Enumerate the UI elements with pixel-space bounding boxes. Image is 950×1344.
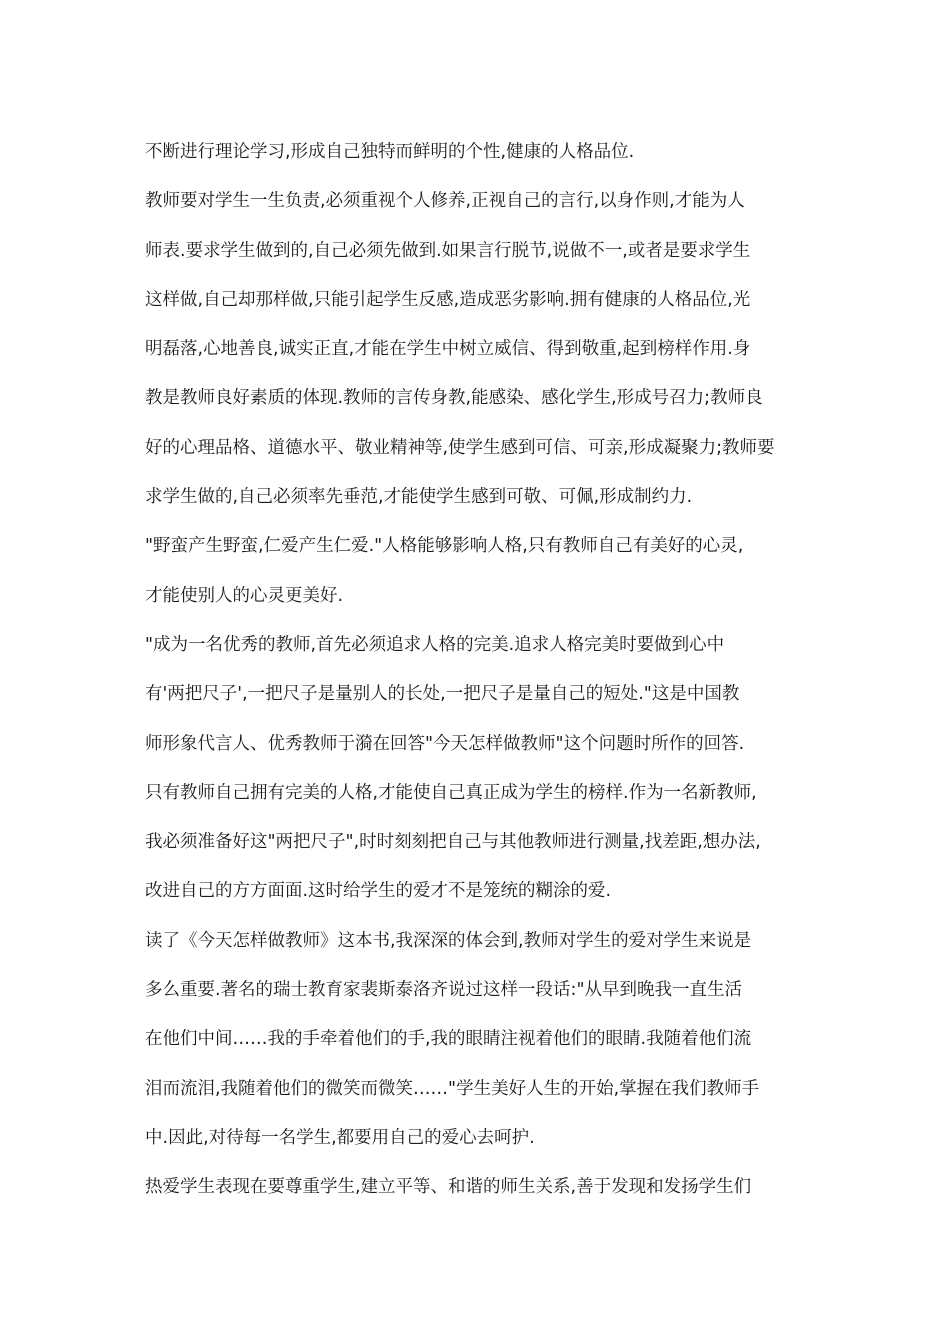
- text-line: 热爱学生表现在要尊重学生,建立平等、和谐的师生关系,善于发现和发扬学生们: [145, 1177, 752, 1198]
- text-line: "野蛮产生野蛮,仁爱产生仁爱."人格能够影响人格,只有教师自己有美好的心灵,: [145, 536, 744, 557]
- text-line: 有'两把尺子',一把尺子是量别人的长处,一把尺子是量自己的短处."这是中国教: [145, 684, 740, 705]
- text-line: 好的心理品格、道德水平、敬业精神等,使学生感到可信、可亲,形成凝聚力;教师要: [145, 437, 775, 458]
- text-line: 多么重要.著名的瑞士教育家裴斯泰洛齐说过这样一段话:"从早到晚我一直生活: [145, 980, 743, 1001]
- text-line: 中.因此,对待每一名学生,都要用自己的爱心去呵护.: [145, 1127, 535, 1148]
- text-line: 泪而流泪,我随着他们的微笑而微笑……"学生美好人生的开始,掌握在我们教师手: [145, 1078, 760, 1099]
- text-line: 这样做,自己却那样做,只能引起学生反感,造成恶劣影响.拥有健康的人格品位,光: [145, 289, 751, 310]
- text-line: 读了《今天怎样做教师》这本书,我深深的体会到,教师对学生的爱对学生来说是: [145, 930, 752, 951]
- text-line: 在他们中间……我的手牵着他们的手,我的眼睛注视着他们的眼睛.我随着他们流: [145, 1029, 752, 1050]
- text-line: 改进自己的方方面面.这时给学生的爱才不是笼统的糊涂的爱.: [145, 881, 612, 902]
- text-line: 教师要对学生一生负责,必须重视个人修养,正视自己的言行,以身作则,才能为人: [145, 191, 745, 212]
- text-line: 不断进行理论学习,形成自己独特而鲜明的个性,健康的人格品位.: [145, 142, 635, 162]
- text-line: 教是教师良好素质的体现.教师的言传身教,能感染、感化学生,形成号召力;教师良: [145, 388, 763, 409]
- text-line: "成为一名优秀的教师,首先必须追求人格的完美.追求人格完美时要做到心中: [145, 634, 725, 655]
- text-line: 我必须准备好这"两把尺子",时时刻刻把自己与其他教师进行测量,找差距,想办法,: [145, 832, 761, 853]
- text-line: 只有教师自己拥有完美的人格,才能使自己真正成为学生的榜样.作为一名新教师,: [145, 782, 757, 803]
- text-line: 求学生做的,自己必须率先垂范,才能使学生感到可敬、可佩,形成制约力.: [145, 487, 693, 508]
- text-line: 才能使别人的心灵更美好.: [145, 585, 344, 606]
- text-line: 师表.要求学生做到的,自己必须先做到.如果言行脱节,说做不一,或者是要求学生: [145, 240, 751, 261]
- body-text: [145, 128, 825, 1213]
- text-line: 师形象代言人、优秀教师于漪在回答"今天怎样做教师"这个问题时所作的回答.: [145, 733, 745, 754]
- text-line: 明磊落,心地善良,诚实正直,才能在学生中树立威信、得到敬重,起到榜样作用.身: [145, 339, 751, 360]
